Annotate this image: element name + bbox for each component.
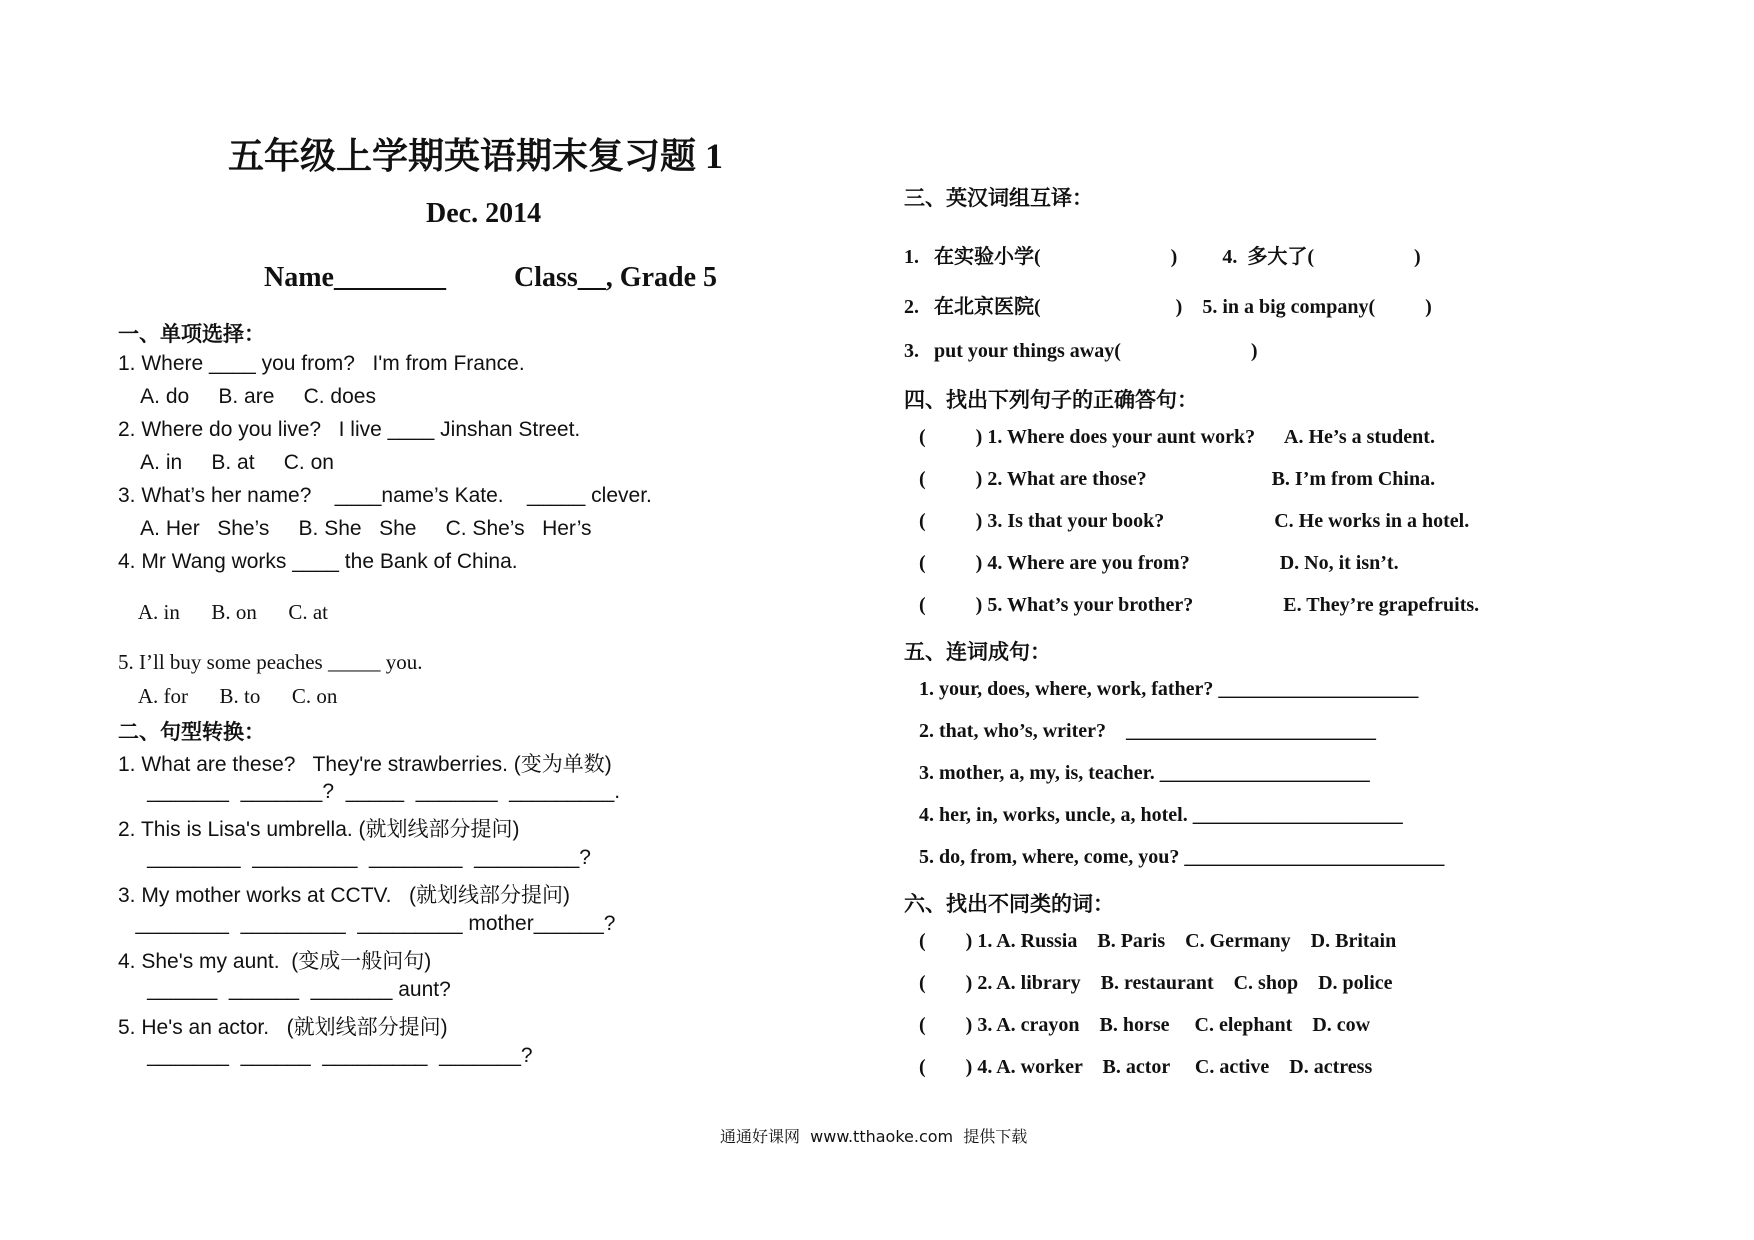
- s5-line-1: 1. your, does, where, work, father? ____________________: [904, 678, 1419, 700]
- s1-line-2: A. do B. are C. does: [118, 385, 376, 408]
- name-line: Name________: [264, 262, 446, 293]
- s2-line-7: 4. She's my aunt. (变成一般问句): [118, 950, 432, 973]
- s5-line-2: 2. that, who’s, writer? _________________________: [904, 720, 1377, 742]
- s1-line-5: 3. What’s her name? ____name’s Kate. _____ clever.: [118, 484, 652, 507]
- s2-line-5: 3. My mother works at CCTV. (就划线部分提问): [118, 884, 570, 907]
- s2-line-8: ______ ______ _______ aunt?: [118, 978, 451, 1001]
- s4-line-5: ( ) 5. What’s your brother? E. They’re grapefruits.: [904, 594, 1480, 616]
- section3-heading: 三、英汉词组互译：: [904, 187, 1093, 210]
- s1-line-4: A. in B. at C. on: [118, 451, 334, 474]
- s2-line-3: 2. This is Lisa's umbrella. (就划线部分提问): [118, 818, 520, 841]
- s5-line-4: 4. her, in, works, uncle, a, hotel. _____________________: [904, 804, 1403, 826]
- s1-line-7: 4. Mr Wang works ____ the Bank of China.: [118, 550, 518, 573]
- s3-line-1: 1. 在实验小学( ) 4. 多大了( ): [904, 246, 1421, 268]
- page-title: 五年级上学期英语期末复习题 1: [228, 136, 724, 176]
- s2-line-1: 1. What are these? They're strawberries. (变为单数): [118, 753, 612, 776]
- s5-line-5: 5. do, from, where, come, you? __________________________: [904, 846, 1445, 868]
- section1-heading: 一、单项选择：: [118, 323, 265, 346]
- section4-heading: 四、找出下列句子的正确答句：: [904, 389, 1198, 412]
- date-line: Dec. 2014: [426, 198, 542, 229]
- s2-line-10: _______ ______ _________ _______?: [118, 1044, 533, 1067]
- s5-line-3: 3. mother, a, my, is, teacher. _____________________: [904, 762, 1370, 784]
- footer-text: 通通好课网 www.tthaoke.com 提供下载: [720, 1127, 1028, 1146]
- s6-line-4: ( ) 4. A. worker B. actor C. active D. actress: [904, 1056, 1373, 1078]
- s1-line-6: A. Her She’s B. She She C. She’s Her’s: [118, 517, 592, 540]
- section5-heading: 五、连词成句：: [904, 641, 1051, 664]
- s1-line-10: A. for B. to C. on: [118, 684, 338, 708]
- s1-line-1: 1. Where ____ you from? I'm from France.: [118, 352, 525, 375]
- s2-line-9: 5. He's an actor. (就划线部分提问): [118, 1016, 448, 1039]
- s3-line-2: 2. 在北京医院( ) 5. in a big company( ): [904, 296, 1432, 318]
- s2-line-2: _______ _______? _____ _______ _________.: [118, 780, 621, 803]
- s4-line-3: ( ) 3. Is that your book? C. He works in a hotel.: [904, 510, 1470, 532]
- class-line: Class__, Grade 5: [514, 262, 717, 293]
- s6-line-3: ( ) 3. A. crayon B. horse C. elephant D. cow: [904, 1014, 1371, 1036]
- s4-line-2: ( ) 2. What are those? B. I’m from China.: [904, 468, 1436, 490]
- section2-heading: 二、句型转换：: [118, 721, 265, 744]
- s4-line-1: ( ) 1. Where does your aunt work? A. He’s a student.: [904, 426, 1435, 448]
- s1-line-3: 2. Where do you live? I live ____ Jinshan Street.: [118, 418, 581, 441]
- section6-heading: 六、找出不同类的词：: [904, 893, 1114, 916]
- s1-line-8: A. in B. on C. at: [118, 600, 329, 624]
- s4-line-4: ( ) 4. Where are you from? D. No, it isn’t.: [904, 552, 1399, 574]
- s1-line-9: 5. I’ll buy some peaches _____ you.: [118, 650, 423, 674]
- s3-line-3: 3. put your things away( ): [904, 340, 1258, 362]
- s2-line-4: ________ _________ ________ _________?: [118, 846, 591, 869]
- s6-line-2: ( ) 2. A. library B. restaurant C. shop D. police: [904, 972, 1393, 994]
- s2-line-6: ________ _________ _________ mother______?: [118, 912, 616, 935]
- s6-line-1: ( ) 1. A. Russia B. Paris C. Germany D. Britain: [904, 930, 1397, 952]
